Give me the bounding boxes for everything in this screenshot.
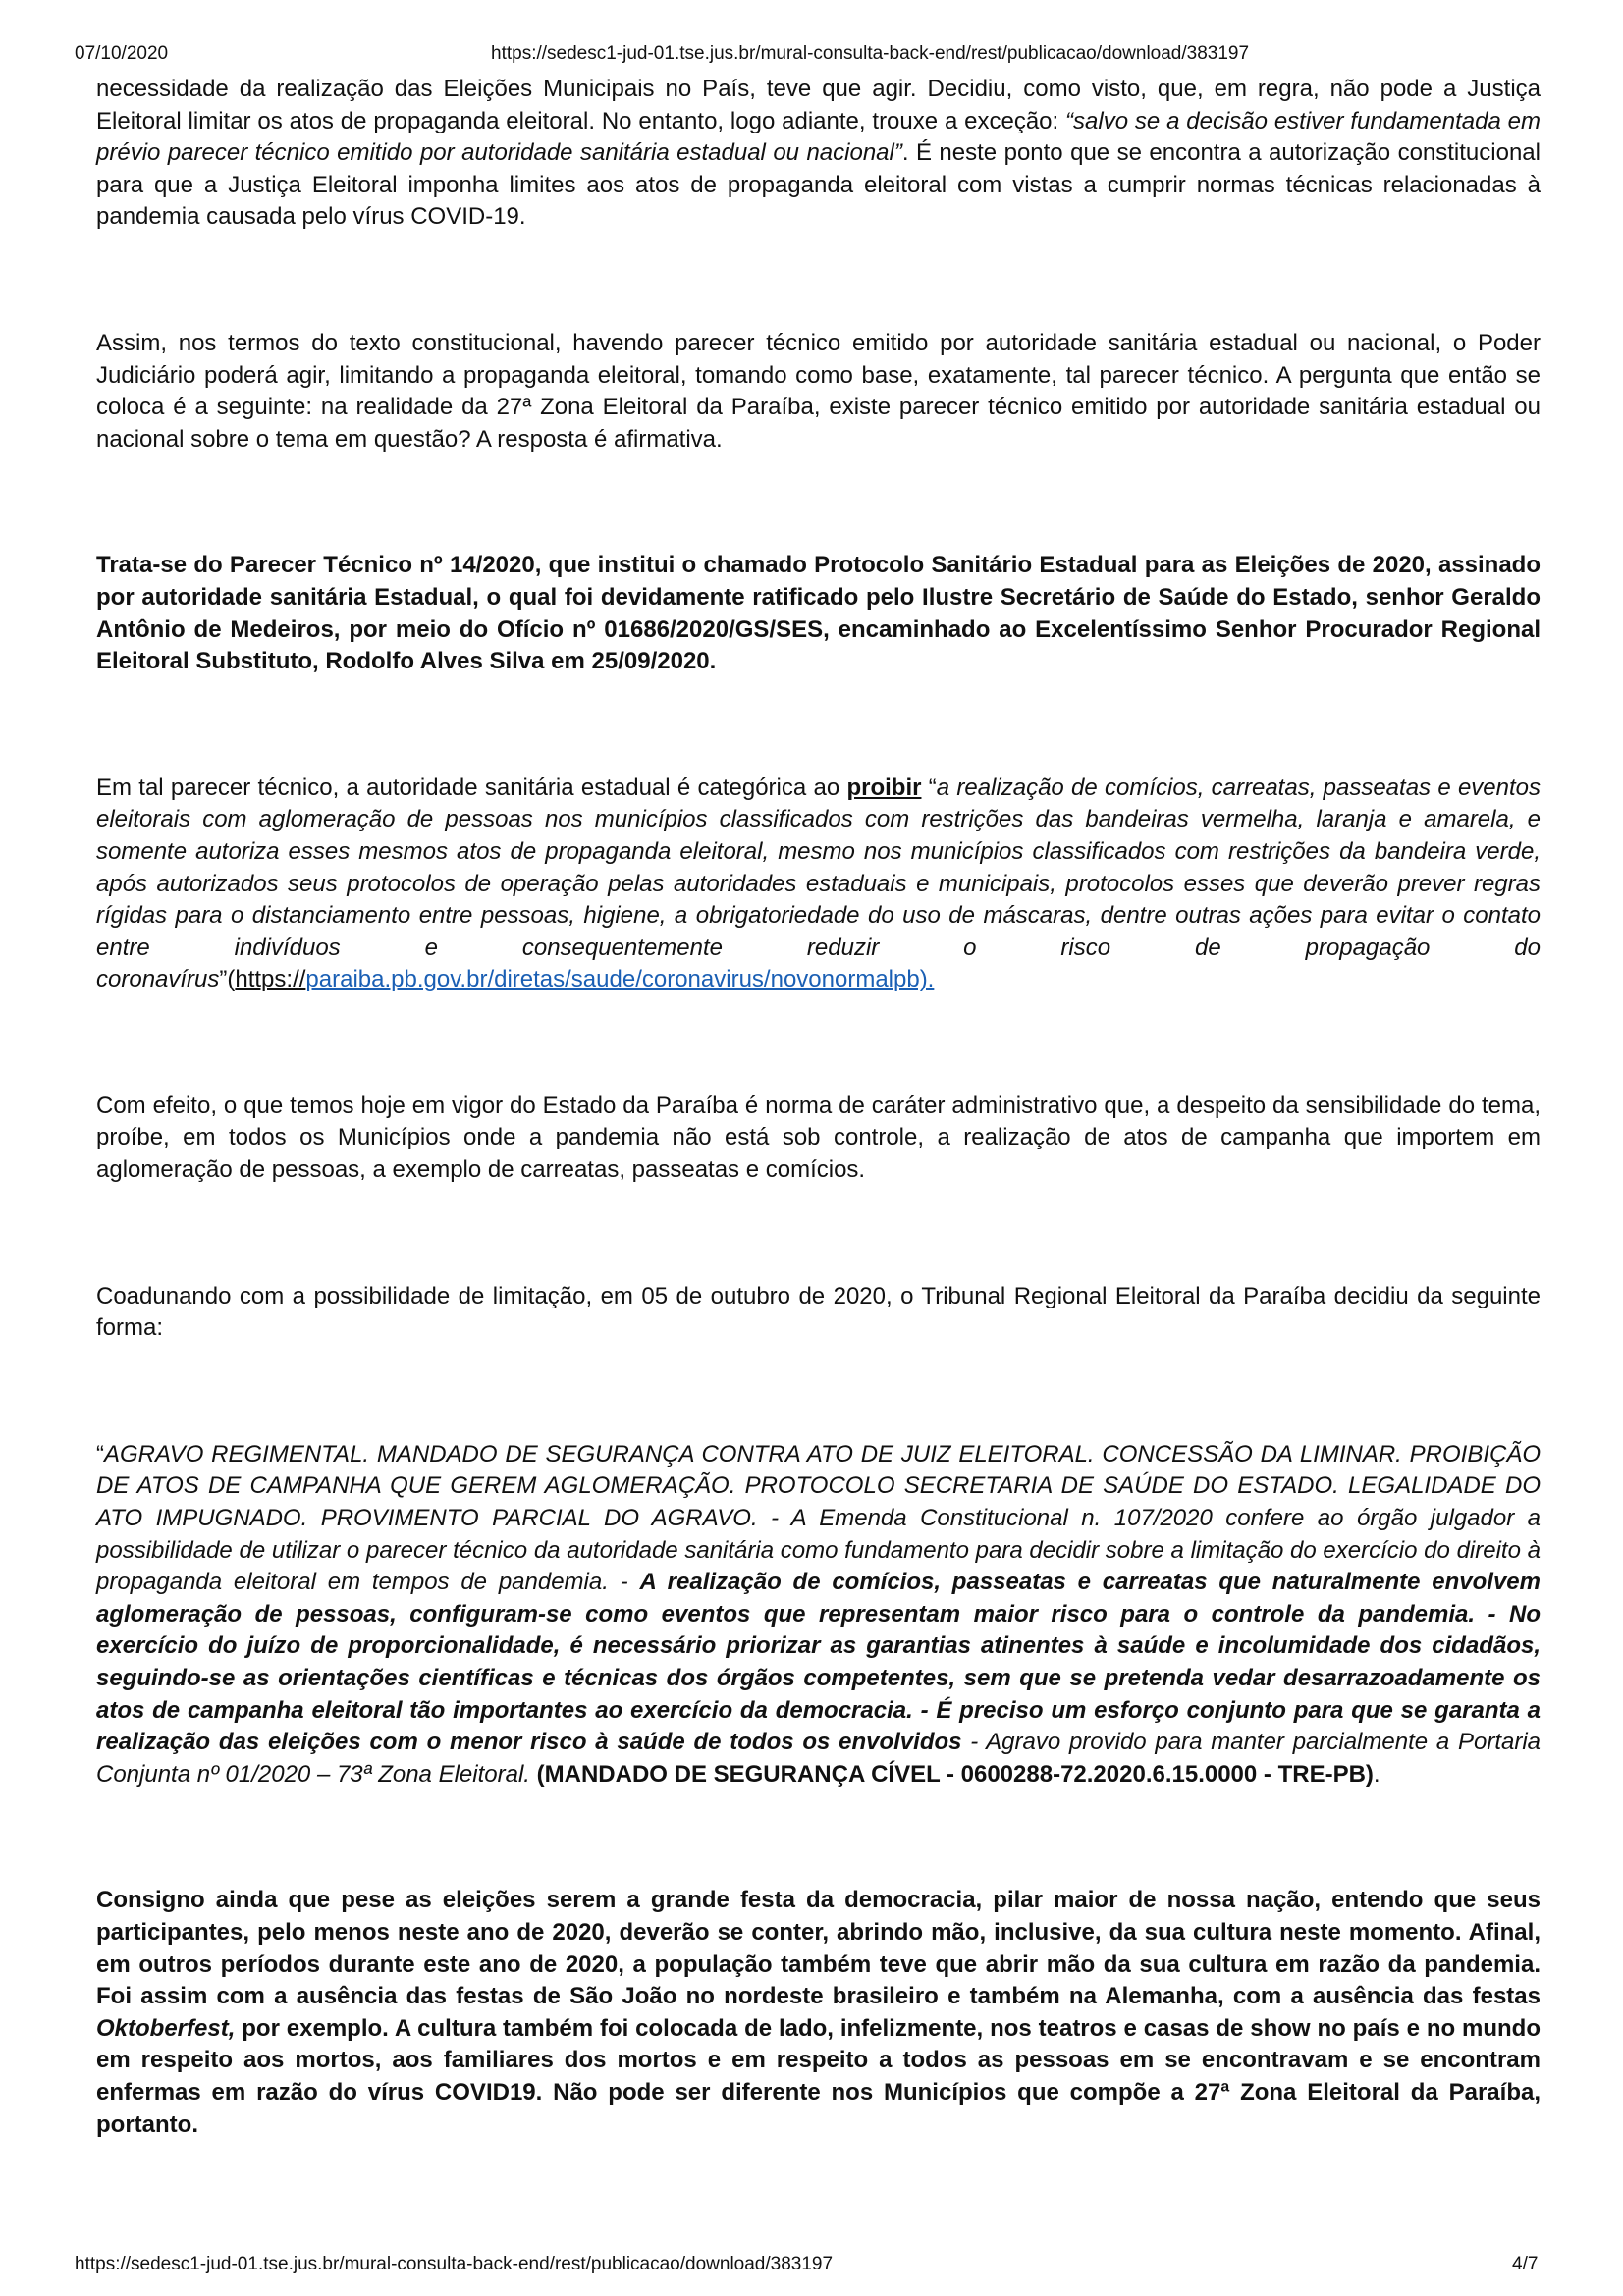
paragraph-7-ementa: AGRAVO REGIMENTAL. MANDADO DE SEGURANÇA CONTRA ATO DE JUIZ ELEITORAL. CONCESSÃO DA LIMINAR. PROIBIÇÃO DE ATOS DE CAMPANHA QUE GEREM AGLOMERAÇÃO. PROTOCOLO SECRETARIA DE SAÚDE DO ESTADO. LEGALIDADE DO ATO IMPUGNADO. PROVIMENTO PARCIAL DO AGRAVO. - A Emenda Constitucional n. 107/2020 confere ao órgão julgador a possibilidade de utilizar o parecer técnico da autoridade sanitária como fundamento para decidir sobre a limitação do exercício do direito à propaganda eleitoral em tempos de pandemia. - bbox=[96, 1440, 1541, 1596]
paragraph-3: Trata-se do Parecer Técnico nº 14/2020, que institui o chamado Protocolo Sanitário Estadual para as Eleições de 2020, assinado por autoridade sanitária Estadual, o qual foi devidamente ratificado pelo Ilustre Secretário de Saúde do Estado, senhor Geraldo Antônio de Medeiros, por meio do Ofício nº 01686/2020/GS/SES, encaminhado ao Excelentíssimo Senhor Procurador Regional Eleitoral Substituto, Rodolfo Alves Silva em 25/09/2020. bbox=[96, 552, 1541, 675]
paragraph-5: Com efeito, o que temos hoje em vigor do Estado da Paraíba é norma de caráter administrativo que, a despeito da sensibilidade do tema, proíbe, em todos os Municípios onde a pandemia não está sob controle, a realização de atos de campanha que importem em aglomeração de pessoas, a exemplo de carreatas, passeatas e comícios. bbox=[96, 1092, 1541, 1184]
paragraph-8-oktoberfest: Oktoberfest, bbox=[96, 2014, 236, 2042]
paragraph-4 bbox=[96, 773, 1541, 996]
paragraph-7-period: . bbox=[1373, 1760, 1380, 1788]
paragraph-4-close-quote: ”( bbox=[219, 966, 236, 993]
paragraph-4-link-prefix[interactable]: https:// bbox=[235, 966, 306, 993]
paragraph-4-open-quote: “ bbox=[921, 774, 937, 801]
paragraph-1-text-b: . É neste ponto que se encontra a autorização constitucional para que a Justiça Eleitoral imponha limites aos atos de propaganda eleitoral com vistas a cumprir normas técnicas relacionadas à pandemia causada pelo vírus COVID-19. bbox=[96, 139, 1541, 231]
document-body bbox=[96, 74, 1541, 2141]
page-number: 4/7 bbox=[1512, 2254, 1539, 2274]
paragraph-7-ementa-bold: A realização de comícios, passeatas e carreatas que naturalmente envolvem aglomeração de pessoas, configuram-se como eventos que representam maior risco para o controle da pandemia. - No exercício do juízo de proporcionalidade, é necessário priorizar as garantias atinentes à saúde e incolumidade dos cidadãos, seguindo-se as orientações científicas e técnicas dos órgãos competentes, sem que se pretenda vedar desarrazoadamente os atos de campanha eleitoral tão importantes ao exercício da democracia. - É preciso um esforço conjunto para que se garanta a realização das eleições com o menor risco à saúde de todos os envolvidos bbox=[96, 1569, 1541, 1756]
print-date: 07/10/2020 bbox=[75, 43, 169, 64]
paragraph-8-text-b: por exemplo. A cultura também foi colocada de lado, infelizmente, nos teatros e casas de show no país e no mundo em respeito aos mortos, aos familiares dos mortos e em respeito a todos as pessoas em se encontravam e se encontram enfermas em razão do vírus COVID19. Não pode ser diferente nos Municípios que compõe a 27ª Zona Eleitoral da Paraíba, portanto. bbox=[96, 2014, 1541, 2138]
paragraph-7-open-quote: “ bbox=[96, 1440, 104, 1468]
paragraph-7-ementa-end: - Agravo provido para manter parcialmente a Portaria Conjunta nº 01/2020 – 73ª Zona Eleitoral. bbox=[96, 1729, 1542, 1788]
paragraph-7-case-number: (MANDADO DE SEGURANÇA CÍVEL - 0600288-72.2020.6.15.0000 - TRE-PB) bbox=[536, 1760, 1374, 1788]
paragraph-2: Assim, nos termos do texto constitucional, havendo parecer técnico emitido por autoridade sanitária estadual ou nacional, o Poder Judiciário poderá agir, limitando a propaganda eleitoral, tomando como base, exatamente, tal parecer técnico. A pergunta que então se coloca é a seguinte: na realidade da 27ª Zona Eleitoral da Paraíba, existe parecer técnico emitido por autoridade sanitária estadual ou nacional sobre o tema em questão? A resposta é afirmativa. bbox=[96, 329, 1541, 453]
paragraph-1-quote: “salvo se a decisão estiver fundamentada em prévio parecer técnico emitido por autoridade sanitária estadual ou nacional” bbox=[96, 107, 1541, 167]
print-footer-url: https://sedesc1-jud-01.tse.jus.br/mural-consulta-back-end/rest/publicacao/download/383197 bbox=[75, 2254, 834, 2274]
paragraph-6: Coadunando com a possibilidade de limitação, em 05 de outubro de 2020, o Tribunal Regional Eleitoral da Paraíba decidiu da seguinte forma: bbox=[96, 1282, 1541, 1342]
paragraph-4-quote: a realização de comícios, carreatas, passeatas e eventos eleitorais com aglomeração de pessoas nos municípios classificados com restrições das bandeiras vermelha, laranja e amarela, e somente autoriza esses mesmos atos de propaganda eleitoral, mesmo nos municípios classificados com restrições da bandeira verde, após autorizados seus protocolos de operação pelas autoridades estaduais e municipais, protocolos esses que deverão prever regras rígidas para o distanciamento entre pessoas, higiene, a obrigatoriedade do uso de máscaras, dentre outras ações para evitar o contato entre indivíduos e consequentemente reduzir o risco de propagação do coronavírus bbox=[96, 774, 1541, 993]
paragraph-4-proibir: proibir bbox=[846, 774, 922, 801]
paragraph-7-quote-block bbox=[96, 1439, 1541, 1791]
paragraph-8-text-a: Consigno ainda que pese as eleições serem a grande festa da democracia, pilar maior de nossa nação, entendo que seus participantes, pelo menos neste ano de 2020, deverão se conter, abrindo mão, inclusive, da sua cultura neste momento. Afinal, em outros períodos durante este ano de 2020, a população também teve que abrir mão da sua cultura em razão da pandemia. Foi assim com a ausência das festas de São João no nordeste brasileiro e também na Alemanha, com a ausência das festas bbox=[96, 1887, 1541, 2010]
paragraph-8 bbox=[96, 1885, 1541, 2141]
paragraph-1-text-a: necessidade da realização das Eleições Municipais no País, teve que agir. Decidiu, como visto, que, em regra, não pode a Justiça Eleitoral limitar os atos de propaganda eleitoral. No entanto, logo adiante, trouxe a exceção: bbox=[96, 76, 1541, 134]
paragraph-4-link[interactable]: paraiba.pb.gov.br/diretas/saude/coronavirus/novonormalpb). bbox=[305, 966, 935, 993]
print-header-url: https://sedesc1-jud-01.tse.jus.br/mural-consulta-back-end/rest/publicacao/download/383197 bbox=[491, 43, 1250, 64]
paragraph-1 bbox=[96, 74, 1541, 234]
paragraph-4-text-a: Em tal parecer técnico, a autoridade sanitária estadual é categórica ao bbox=[96, 774, 847, 801]
